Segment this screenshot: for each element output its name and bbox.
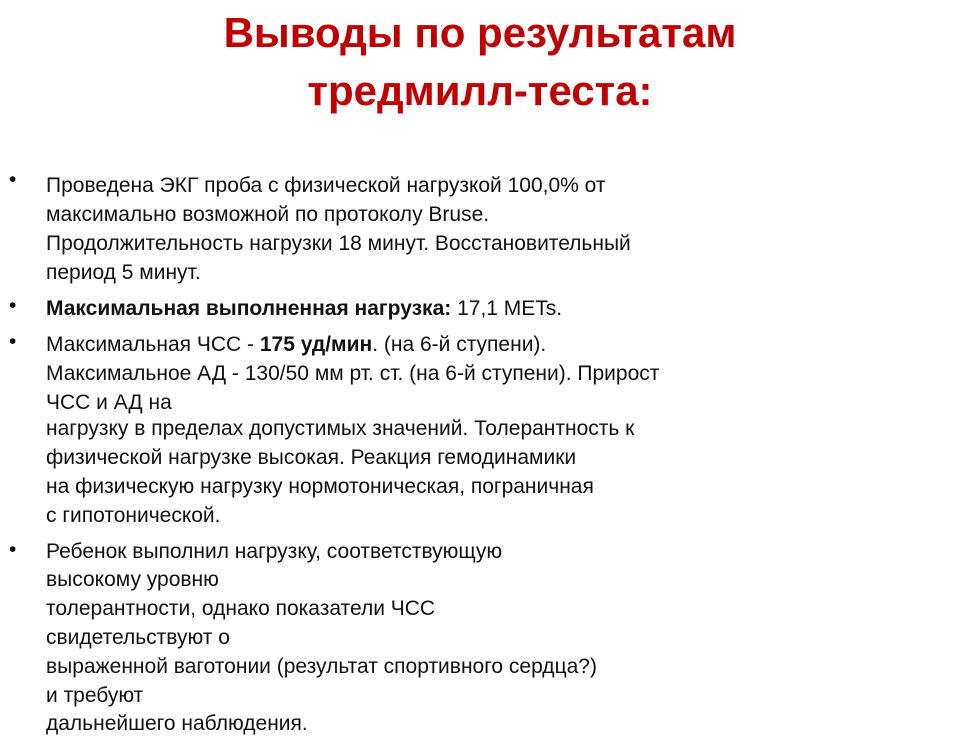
item-3-line-4: нагрузку в пределах допустимых значений. Толерантность к: [46, 417, 635, 440]
bullet-marker: •: [9, 538, 17, 561]
bullet-marker: •: [9, 294, 17, 317]
bullet-marker: •: [9, 168, 17, 191]
title-line-1: Выводы по результатам: [223, 9, 737, 56]
item-3-line-6: на физическую нагрузку нормотоническая, пограничная: [46, 475, 594, 498]
item-1-line-1: Проведена ЭКГ проба с физической нагрузкой 100,0% от: [46, 174, 606, 197]
item-3-line-2: Максимальное АД - 130/50 мм рт. ст. (на 6-й ступени). Прирост: [46, 362, 660, 385]
item-4-line-6: и требуют: [46, 684, 144, 707]
item-3-line-1: [46, 330, 546, 359]
item-3-line-3: ЧСС и АД на: [46, 391, 172, 414]
item-1-line-3: Продолжительность нагрузки 18 минут. Восстановительный: [46, 232, 631, 255]
item-1-line-2: максимально возможной по протоколу Bruse.: [46, 203, 490, 226]
max-hr-suffix: . (на 6-й ступени).: [372, 333, 547, 356]
title-line-2: тредмилл-теста:: [307, 67, 653, 114]
max-hr-prefix: Максимальная ЧСС -: [46, 333, 260, 356]
max-load-value: 17,1 METs.: [451, 297, 563, 320]
item-4-line-1: Ребенок выполнил нагрузку, соответствующую: [46, 540, 503, 563]
item-1-line-4: период 5 минут.: [46, 261, 201, 284]
max-hr-value: 175 уд/мин: [259, 333, 373, 356]
item-4-line-4: свидетельствуют о: [46, 626, 230, 649]
item-4-line-5: выраженной ваготонии (результат спортивного сердца?): [46, 655, 597, 678]
item-4-line-7: дальнейшего наблюдения.: [46, 712, 308, 735]
max-load-label: Максимальная выполненная нагрузка:: [46, 297, 452, 320]
item-4-line-2: высокому уровню: [46, 568, 219, 591]
item-2-line: [46, 294, 562, 323]
item-4-line-3: толерантности, однако показатели ЧСС: [46, 597, 436, 620]
item-3-line-7: с гипотонической.: [46, 504, 221, 527]
item-3-line-5: физической нагрузке высокая. Реакция гемодинамики: [46, 446, 577, 469]
bullet-marker: •: [9, 330, 17, 353]
